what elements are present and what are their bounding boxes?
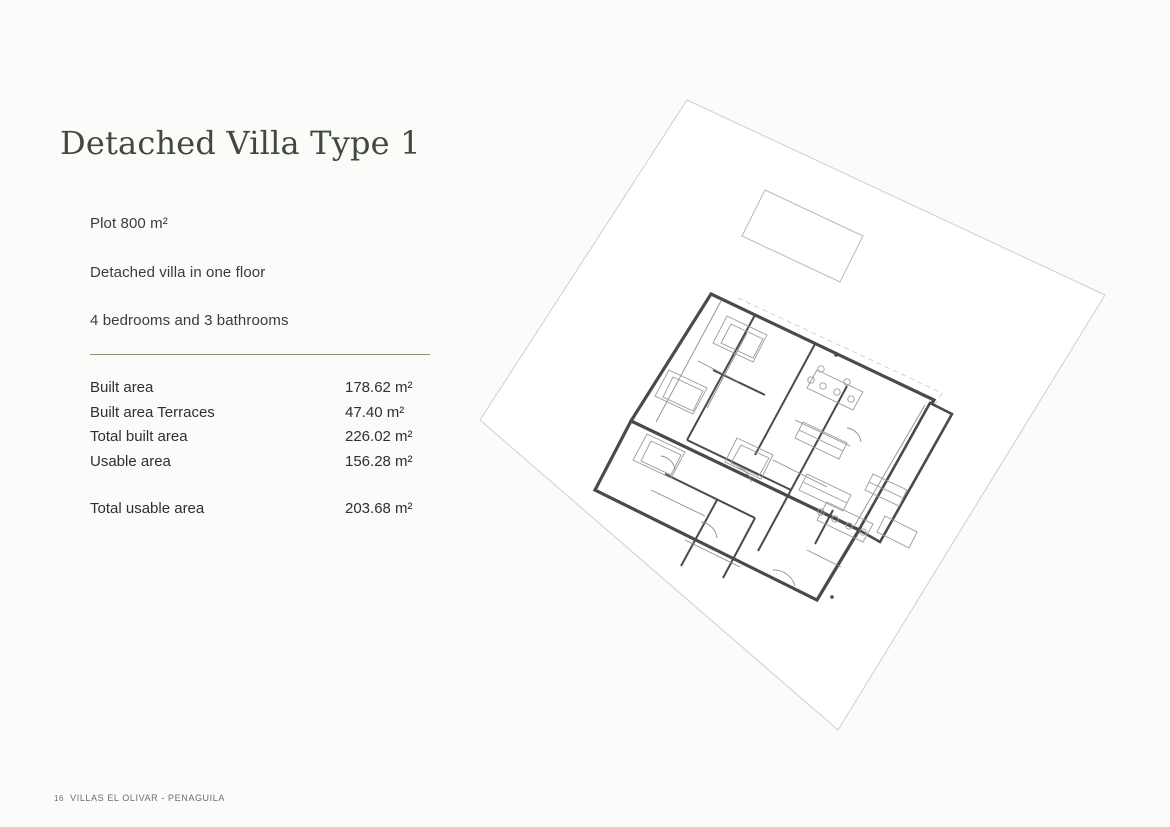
area-label: Built area: [90, 379, 154, 396]
spec-plot: Plot 800 m²: [90, 215, 168, 232]
page-number: 16: [54, 794, 65, 803]
table-row: [90, 376, 440, 401]
area-value: 226.02 m²: [345, 428, 413, 445]
spec-floors: Detached villa in one floor: [90, 264, 266, 281]
floor-plan-drawing: [455, 70, 1145, 750]
footer: [54, 793, 225, 803]
total-usable-area-row: [90, 500, 440, 517]
area-value: 178.62 m²: [345, 379, 413, 396]
area-label: Total built area: [90, 428, 188, 445]
area-table: [90, 376, 440, 474]
total-label: Total usable area: [90, 500, 205, 517]
total-value: 203.68 m²: [345, 500, 413, 517]
area-value: 47.40 m²: [345, 403, 405, 421]
area-label: Built area Terraces: [90, 403, 215, 421]
table-row: [90, 401, 440, 426]
horizontal-rule: [90, 354, 430, 355]
area-label: Usable area: [90, 452, 171, 470]
table-row: [90, 450, 440, 475]
area-value: 156.28 m²: [345, 452, 413, 470]
table-row: [90, 425, 440, 450]
spec-rooms: 4 bedrooms and 3 bathrooms: [90, 312, 289, 329]
page-title: Detached Villa Type 1: [60, 124, 421, 162]
footer-text: VILLAS EL OLIVAR - PENAGUILA: [70, 793, 225, 803]
